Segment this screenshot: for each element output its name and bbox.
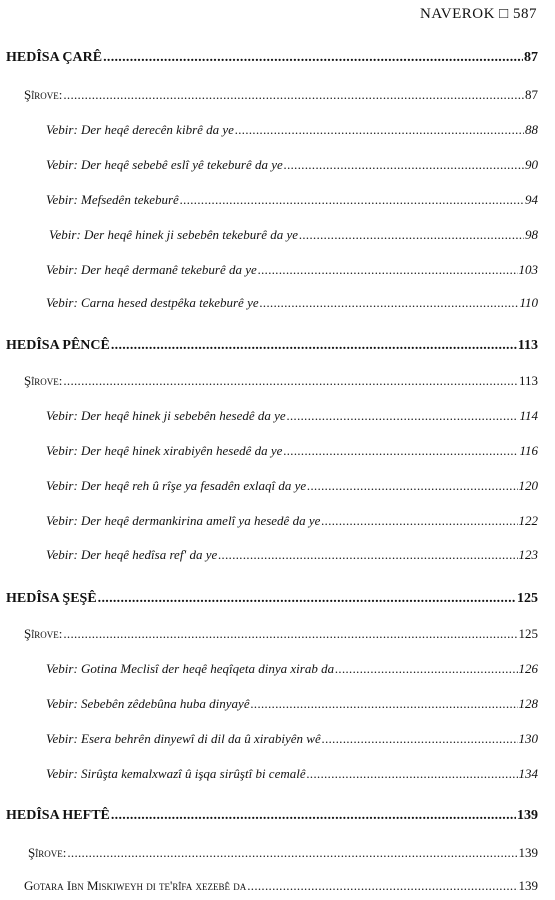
toc-entry[interactable] [24, 626, 538, 642]
toc-chapter[interactable] [6, 50, 538, 66]
toc-page: 125 [517, 591, 538, 606]
toc-leader [103, 50, 523, 66]
toc-label: Gotara Ibn Miskiweyh di te'rîfa xezebê da [24, 878, 247, 893]
toc-label: Vebir: Der heqê hinek ji sebebên hesedê da ye [46, 408, 286, 423]
toc-chapter[interactable] [6, 808, 538, 824]
toc-leader [111, 338, 517, 354]
toc-label: Şîrove: [24, 373, 63, 388]
toc-page: 139 [518, 878, 538, 893]
toc-chapter[interactable] [6, 338, 538, 354]
toc-leader [307, 766, 518, 782]
toc-entry[interactable] [46, 192, 538, 208]
toc-label: Vebir: Der heqê dermankirina amelî ya hesedê da ye [46, 513, 321, 528]
toc-leader [322, 731, 518, 747]
toc-label: Vebir: Sirûşta kemalxwazî û işqa sirûştî bi cemalê [46, 766, 306, 781]
toc-leader [63, 626, 517, 642]
toc-entry[interactable] [46, 295, 538, 311]
toc-label: Vebir: Gotina Meclisî der heqê heqîqeta dinya xirab da [46, 661, 335, 676]
toc-leader [283, 443, 518, 459]
toc-entry[interactable] [46, 478, 538, 494]
toc-label: Şîrove: [24, 87, 63, 102]
toc-entry[interactable] [46, 157, 538, 173]
toc-leader [258, 262, 518, 278]
toc-entry[interactable] [28, 845, 538, 861]
toc-page: 134 [518, 766, 538, 781]
toc-page: 128 [518, 696, 538, 711]
toc-label: Vebir: Der heqê hedîsa ref' da ye [46, 547, 218, 562]
toc-chapter[interactable] [6, 591, 538, 607]
toc-page: 113 [517, 338, 538, 353]
toc-page: 87 [525, 87, 538, 102]
toc-entry[interactable] [46, 731, 538, 747]
toc-page: 103 [518, 262, 538, 277]
toc-label: Vebir: Der heqê hinek ji sebebên tekeburê da ye [49, 227, 299, 242]
toc-label: Vebir: Carna hesed destpêka tekeburê ye [46, 295, 259, 310]
toc-entry[interactable] [46, 661, 538, 677]
toc-page: 113 [518, 373, 538, 388]
toc-label: Vebir: Der heqê reh û rîşe ya fesadên exlaqî da ye [46, 478, 307, 493]
toc-entry[interactable] [46, 766, 538, 782]
toc-entry[interactable] [46, 262, 538, 278]
toc-leader [284, 157, 524, 173]
toc-entry[interactable] [49, 227, 538, 243]
toc-label: Şîrove: [24, 626, 63, 641]
toc-page: 88 [525, 122, 538, 137]
toc-page: 126 [518, 661, 538, 676]
toc-page: 123 [518, 547, 538, 562]
toc-leader [321, 513, 517, 529]
toc-label: HEDÎSA PÊNCÊ [6, 338, 110, 353]
toc-page: 139 [518, 845, 538, 860]
toc-leader [247, 878, 517, 894]
toc-leader [63, 373, 518, 389]
toc-leader [63, 87, 524, 103]
toc-leader [180, 192, 524, 208]
toc-entry[interactable] [24, 87, 538, 103]
toc-entry[interactable] [46, 408, 538, 424]
toc-leader [260, 295, 519, 311]
toc-page: 110 [519, 295, 538, 310]
toc-entry[interactable] [46, 696, 538, 712]
toc-page: 130 [518, 731, 538, 746]
toc-label: Şîrove: [28, 845, 67, 860]
toc-label: Vebir: Der heqê sebebê eslî yê tekeburê da ye [46, 157, 283, 172]
toc-label: Vebir: Mefsedên tekeburê [46, 192, 179, 207]
toc-page: 98 [525, 227, 538, 242]
toc-label: HEDÎSA HEFTÊ [6, 808, 110, 823]
toc-leader [335, 661, 517, 677]
toc-leader [218, 547, 517, 563]
toc-page: 125 [518, 626, 538, 641]
toc-leader [299, 227, 524, 243]
toc-entry[interactable] [46, 443, 538, 459]
toc-leader [307, 478, 517, 494]
toc-page: 122 [518, 513, 538, 528]
toc-entry[interactable] [46, 513, 538, 529]
toc-leader [111, 808, 516, 824]
toc-label: HEDÎSA ŞEŞÊ [6, 591, 97, 606]
toc-page: 139 [517, 808, 538, 823]
toc-page: 120 [518, 478, 538, 493]
toc-leader [98, 591, 516, 607]
toc-page: 87 [524, 50, 538, 65]
toc-leader [235, 122, 524, 138]
toc-entry[interactable] [24, 373, 538, 389]
toc-page: 94 [525, 192, 538, 207]
toc-label: Vebir: Esera behrên dinyewî di dil da û xirabiyên wê [46, 731, 321, 746]
toc-label: Vebir: Sebebên zêdebûna huba dinyayê [46, 696, 250, 711]
toc-leader [287, 408, 519, 424]
toc-page: 90 [525, 157, 538, 172]
toc-entry[interactable] [24, 878, 538, 894]
toc-leader [251, 696, 518, 712]
toc-page: 114 [519, 408, 538, 423]
page-header: NAVEROK □ 587 [420, 6, 537, 22]
toc-label: Vebir: Der heqê hinek xirabiyên hesedê da ye [46, 443, 283, 458]
toc-label: Vebir: Der heqê derecên kibrê da ye [46, 122, 234, 137]
toc-entry[interactable] [46, 547, 538, 563]
toc-label: Vebir: Der heqê dermanê tekeburê da ye [46, 262, 257, 277]
toc-leader [67, 845, 517, 861]
toc-page: 116 [519, 443, 538, 458]
toc-label: HEDÎSA ÇARÊ [6, 50, 103, 65]
toc-entry[interactable] [46, 122, 538, 138]
